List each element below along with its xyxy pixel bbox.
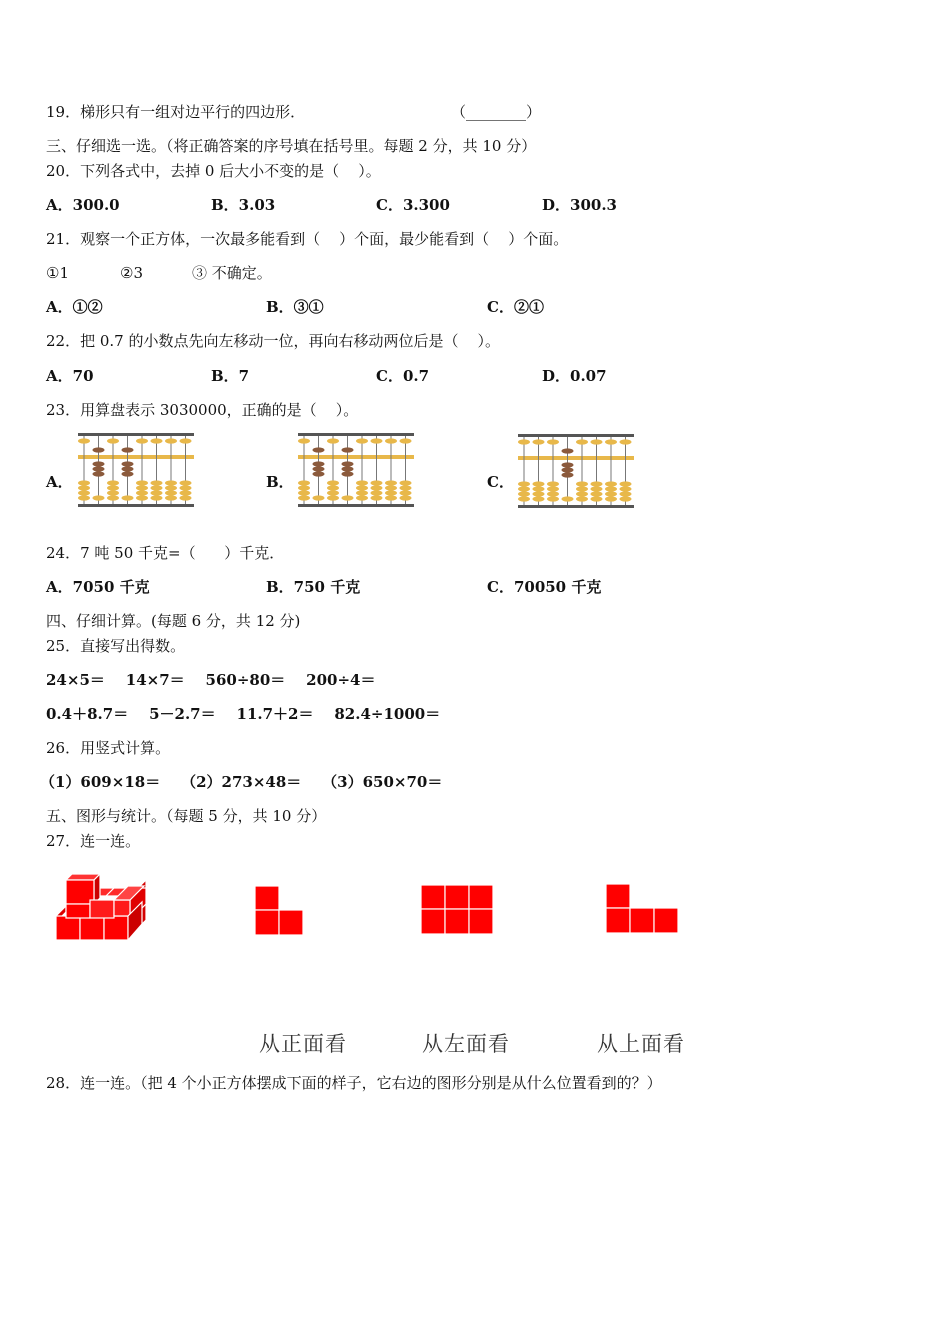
q19-text: 19．梯形只有一组对边平行的四边形．	[46, 103, 306, 121]
q23-stem: 23．用算盘表示 3030000，正确的是（ ）。	[46, 401, 359, 419]
q22-option-c[interactable]: C．0.7	[376, 367, 430, 385]
q24-stem: 24．7 吨 50 千克=（ ）千克．	[46, 544, 285, 562]
q26-row: （1）609×18＝ （2）273×48＝ （3）650×70＝	[40, 773, 443, 791]
section5-heading: 五、图形与统计。（每题 5 分，共 10 分）	[46, 807, 327, 825]
q21-choice-3: ③ 不确定。	[192, 264, 272, 282]
q23-option-c[interactable]: C．	[487, 473, 514, 491]
section3-heading: 三、仔细选一选。（将正确答案的序号填在括号里。每题 2 分，共 10 分）	[46, 137, 537, 155]
q20-option-a[interactable]: A．300.0	[46, 196, 120, 214]
cube-stack-figure[interactable]	[52, 870, 152, 946]
q20-option-b[interactable]: B．3.03	[211, 196, 276, 214]
q23-option-a[interactable]: A．	[46, 473, 73, 491]
abacus-image-b[interactable]	[298, 433, 414, 507]
q19-answer-blank[interactable]: （________）	[451, 103, 542, 121]
q22-option-d[interactable]: D．0.07	[542, 367, 607, 385]
q20-option-c[interactable]: C．3.300	[376, 196, 450, 214]
abacus-image-c[interactable]	[518, 434, 634, 508]
section4-heading: 四、仔细计算。(每题 6 分，共 12 分)	[46, 612, 301, 630]
view-label-front[interactable]: 从正面看	[259, 1032, 347, 1056]
q21-option-b[interactable]: B．③①	[266, 298, 324, 316]
q25-stem: 25．直接写出得数。	[46, 637, 186, 655]
q22-stem: 22．把 0.7 的小数点先向左移动一位，再向右移动两位后是（ ）。	[46, 332, 501, 350]
q21-option-a[interactable]: A．①②	[46, 298, 103, 316]
view-figure-1[interactable]	[254, 885, 306, 939]
q21-option-c[interactable]: C．②①	[487, 298, 544, 316]
q20-stem: 20．下列各式中，去掉 0 后大小不变的是（ ）。	[46, 162, 381, 180]
view-figure-2[interactable]	[420, 884, 496, 938]
q22-option-b[interactable]: B．7	[211, 367, 250, 385]
q28-stem: 28．连一连。（把 4 个小正方体摆成下面的样子，它右边的图形分别是从什么位置看到的？）	[46, 1074, 662, 1092]
q23-option-b[interactable]: B．	[266, 473, 294, 491]
q21-stem: 21．观察一个正方体，一次最多能看到（ ）个面，最少能看到（ ）个面。	[46, 230, 569, 248]
view-label-left[interactable]: 从左面看	[422, 1032, 510, 1056]
q21-choice-2: ②3	[120, 264, 143, 282]
q26-stem: 26．用竖式计算。	[46, 739, 171, 757]
q24-option-c[interactable]: C．70050 千克	[487, 578, 602, 596]
view-label-top[interactable]: 从上面看	[597, 1032, 685, 1056]
q25-row-1: 24×5＝ 14×7＝ 560÷80＝ 200÷4＝	[46, 671, 376, 689]
q20-option-d[interactable]: D．300.3	[542, 196, 617, 214]
q24-option-b[interactable]: B．750 千克	[266, 578, 361, 596]
q22-option-a[interactable]: A．70	[46, 367, 94, 385]
view-figure-3[interactable]	[605, 883, 683, 937]
q25-row-2: 0.4＋8.7＝ 5－2.7＝ 11.7＋2＝ 82.4÷1000＝	[46, 705, 441, 723]
q27-stem: 27．连一连。	[46, 832, 141, 850]
abacus-image-a[interactable]	[78, 433, 194, 507]
q24-option-a[interactable]: A．7050 千克	[46, 578, 150, 596]
q21-choice-1: ①1	[46, 264, 69, 282]
